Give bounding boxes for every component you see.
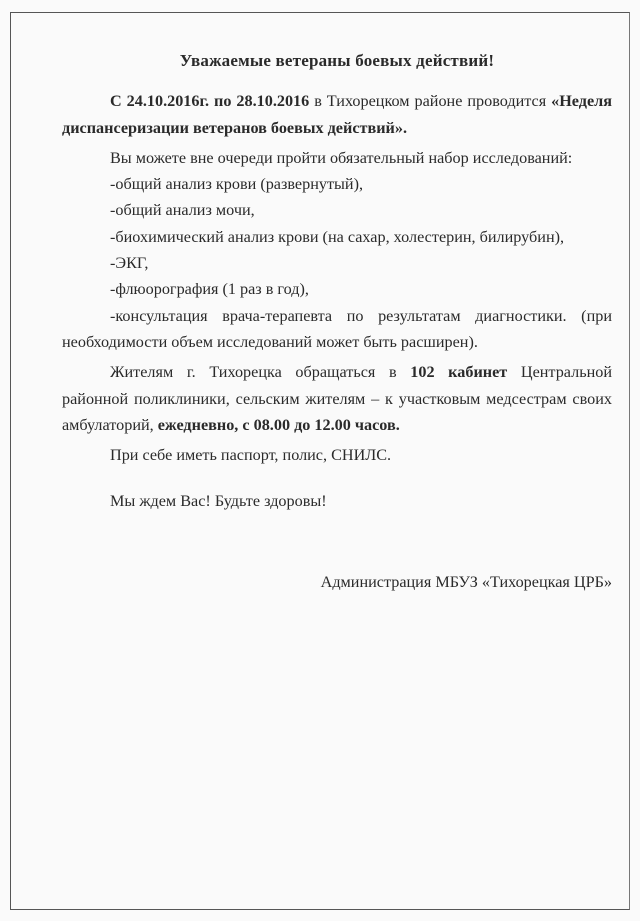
list-item: -биохимический анализ крови (на сахар, холестерин, билирубин), <box>110 227 565 246</box>
list-item: -общий анализ мочи, <box>110 201 255 220</box>
list-item: -флюорография (1 раз в год), <box>110 280 309 299</box>
lead-paragraph: Вы можете вне очереди пройти обязательный набор исследований: <box>110 148 573 167</box>
intro-paragraph <box>62 88 612 141</box>
signature: Администрация МБУЗ «Тихорецкая ЦРБ» <box>320 572 612 591</box>
list-item: -ЭКГ, <box>110 254 149 273</box>
notice-body <box>62 48 612 595</box>
intro-text: в Тихорецком районе проводится <box>309 92 552 111</box>
intro-event-name: «Неделя диспансеризации ветеранов боевых действий». <box>62 92 612 137</box>
list-item: -общий анализ крови (развернутый), <box>110 175 364 194</box>
closing-paragraph: Мы ждем Вас! Будьте здоровы! <box>110 492 327 511</box>
contact-schedule: ежедневно, с 08.00 до 12.00 часов. <box>157 415 400 434</box>
documents-paragraph: При себе иметь паспорт, полис, СНИЛС. <box>110 446 392 465</box>
contact-cabinet: 102 кабинет <box>410 363 508 382</box>
intro-dates: С 24.10.2016г. по 28.10.2016 <box>110 92 310 111</box>
list-item: -консультация врача-терапевта по результатам диагностики. (при необходимости объем исследований может быть расширен). <box>62 306 612 351</box>
contact-paragraph <box>62 359 612 438</box>
contact-text-2: Центральной районной поликлиники, сельским жителям – к участковым медсестрам своих амбулаторий, <box>62 363 612 434</box>
notice-title: Уважаемые ветераны боевых действий! <box>179 51 495 70</box>
contact-text-1: Жителям г. Тихорецка обращаться в <box>110 363 411 382</box>
